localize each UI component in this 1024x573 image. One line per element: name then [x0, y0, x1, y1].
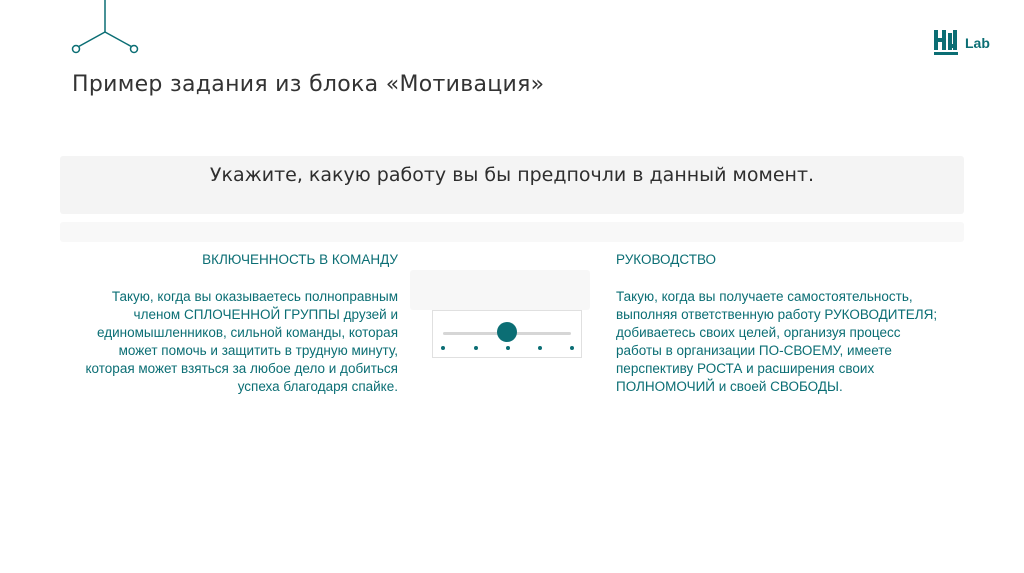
slider-thumb[interactable] — [497, 322, 517, 342]
right-option-title: РУКОВОДСТВО — [616, 252, 717, 267]
page-title: Пример задания из блока «Мотивация» — [72, 72, 545, 97]
question-text: Укажите, какую работу вы бы предпочли в данный момент. — [209, 164, 815, 186]
background-ghost-block — [60, 222, 964, 242]
slider-tick — [570, 346, 574, 350]
right-option-description: Такую, когда вы получаете самостоятельность, выполняя ответственную работу РУКОВОДИТЕЛЯ; добиваетесь своих целей, организуя процесс работы в организации ПО-СВОЕМУ, имеете перспективу РОСТА и расширения своих ПОЛНОМОЧИЙ и своей СВОБОДЫ. — [616, 289, 938, 394]
left-option-title: ВКЛЮЧЕННОСТЬ В КОМАНДУ — [202, 252, 398, 267]
slider-tick — [441, 346, 445, 350]
logo-text: Lab — [965, 35, 990, 51]
slider-tick — [474, 346, 478, 350]
connector-decoration-icon — [60, 0, 150, 60]
company-logo — [932, 26, 990, 58]
background-ghost-block — [410, 270, 590, 310]
preference-slider[interactable] — [432, 310, 582, 358]
left-option-description: Такую, когда вы оказываетесь полноправным членом СПЛОЧЕННОЙ ГРУППЫ друзей и единомышленников, сильной команды, которая может помочь и защитить в трудную минуту, которая может взяться за любое дело и добиться успеха благодаря спайке. — [85, 289, 398, 394]
logo-mark-icon — [932, 27, 962, 57]
slider-tick — [538, 346, 542, 350]
slider-tick — [506, 346, 510, 350]
